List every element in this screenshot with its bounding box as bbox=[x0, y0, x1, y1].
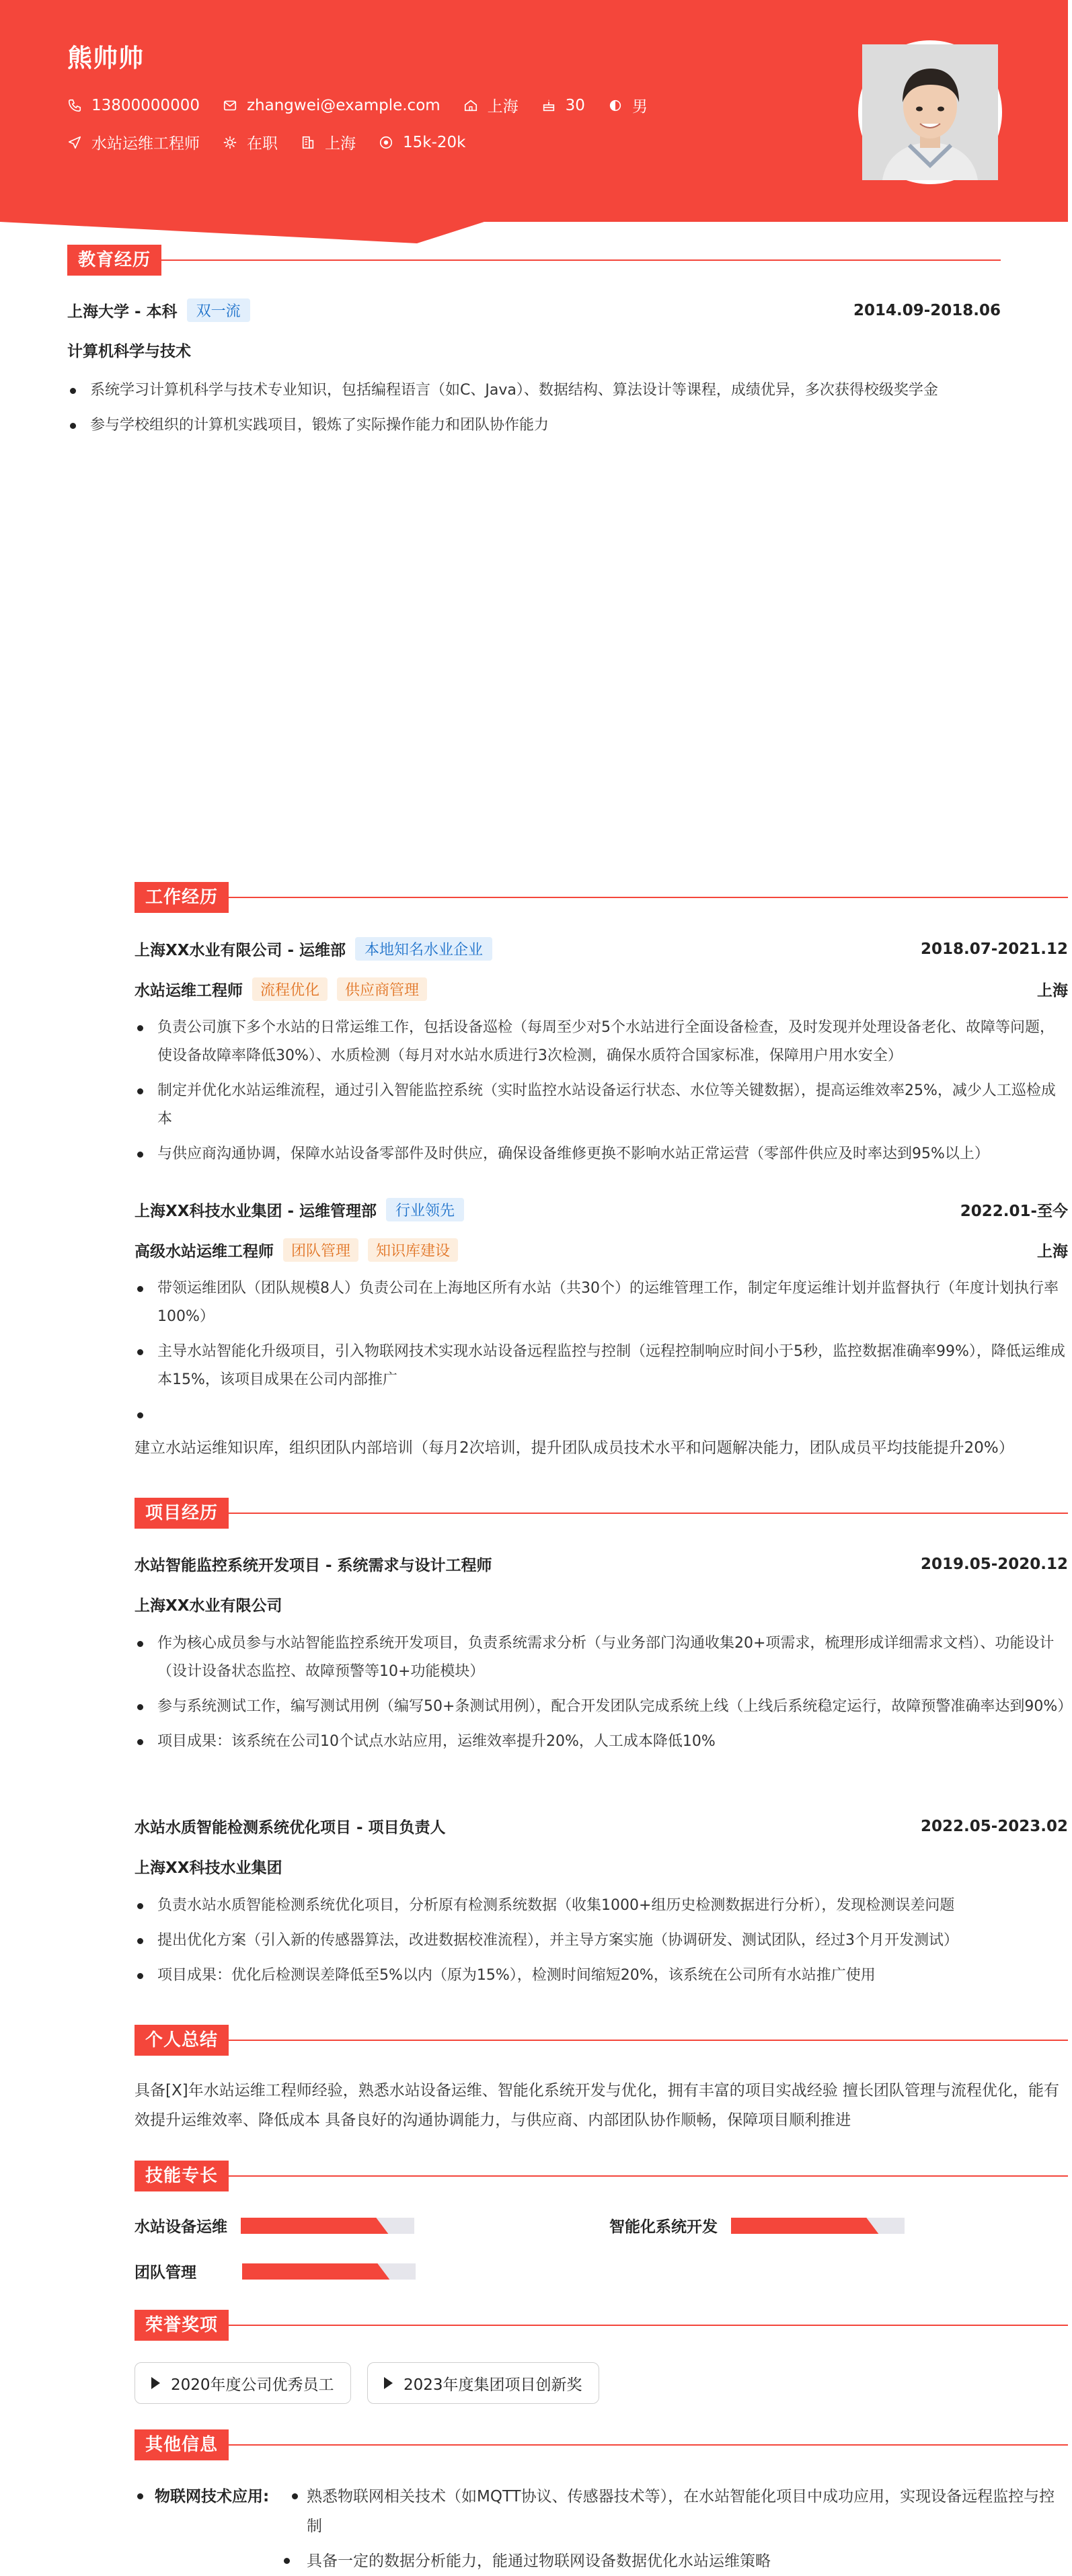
contact-row bbox=[67, 94, 671, 116]
age-text: 30 bbox=[565, 96, 585, 114]
skills-title: 技能专长 bbox=[135, 2161, 229, 2191]
gender-text: 男 bbox=[631, 98, 648, 116]
honors-section-title bbox=[135, 2310, 1068, 2341]
work-title: 工作经历 bbox=[135, 882, 229, 913]
projects-title: 项目经历 bbox=[135, 1498, 229, 1529]
avatar bbox=[858, 40, 1002, 184]
skill-level-fill bbox=[241, 2218, 388, 2234]
job-date: 2018.07-2021.12 bbox=[920, 940, 1068, 958]
skill-level-fill bbox=[731, 2218, 878, 2234]
list-item: 参与学校组织的计算机实践项目，锻炼了实际操作能力和团队协作能力 bbox=[67, 411, 1001, 440]
play-icon bbox=[151, 2377, 160, 2389]
company-name: 上海XX科技水业集团 - 运维管理部 bbox=[135, 1203, 377, 1220]
job-header-row bbox=[135, 937, 1068, 961]
email-text: zhangwei@example.com bbox=[246, 96, 441, 114]
skill-level-bar bbox=[241, 2218, 414, 2234]
job-bullets bbox=[135, 1014, 1068, 1175]
project-bullets bbox=[135, 1892, 1068, 1997]
skill-item bbox=[609, 2214, 905, 2237]
list-item: 作为核心成员参与水站智能监控系统开发项目，负责系统需求分析（与业务部门沟通收集20+项需求，梳理形成详细需求文档）、功能设计（设计设备状态监控、故障预警等10+功能模块） bbox=[135, 1629, 1068, 1686]
job-role-row bbox=[135, 977, 1068, 1001]
role-tag: 团队管理 bbox=[283, 1238, 358, 1262]
projects-section-title bbox=[135, 1498, 1068, 1529]
status-icon bbox=[223, 135, 237, 150]
role-tag: 供应商管理 bbox=[337, 977, 427, 1001]
project-date: 2019.05-2020.12 bbox=[920, 1555, 1068, 1573]
cake-icon bbox=[541, 98, 556, 113]
status-text: 在职 bbox=[247, 135, 278, 153]
status-info bbox=[223, 131, 278, 153]
school-name: 上海大学 - 本科 bbox=[67, 303, 178, 321]
honor-chip bbox=[135, 2362, 351, 2404]
list-item: 带领运维团队（团队规模8人）负责公司在上海地区所有水站（共30个）的运维管理工作，制定年度运维计划并监督执行（年度计划执行率100%） bbox=[135, 1275, 1068, 1331]
salary-info bbox=[379, 134, 465, 151]
education-section-title bbox=[67, 245, 1001, 276]
project-date: 2022.05-2023.02 bbox=[920, 1817, 1068, 1835]
role-tag: 流程优化 bbox=[252, 977, 328, 1001]
resume-header bbox=[0, 0, 1068, 242]
section-divider bbox=[229, 897, 1068, 898]
company-badge: 行业领先 bbox=[386, 1198, 464, 1221]
job-location: 上海 bbox=[1037, 982, 1068, 1000]
project-org-row bbox=[135, 1855, 1068, 1878]
education-date: 2014.09-2018.06 bbox=[853, 301, 1001, 319]
skill-name: 智能化系统开发 bbox=[609, 2218, 718, 2236]
project-org: 上海XX科技水业集团 bbox=[135, 1859, 282, 1877]
job-role: 水站运维工程师 bbox=[135, 982, 243, 1000]
project-header-row bbox=[135, 1815, 1068, 1837]
skill-level-fill bbox=[242, 2263, 389, 2280]
project-name: 水站智能监控系统开发项目 - 系统需求与设计工程师 bbox=[135, 1557, 492, 1574]
role-tag: 知识库建设 bbox=[368, 1238, 458, 1262]
job-role: 高级水站运维工程师 bbox=[135, 1243, 274, 1260]
list-item: 项目成果：该系统在公司10个试点水站应用，运维效率提升20%，人工成本降低10% bbox=[135, 1728, 1068, 1756]
job-header-row bbox=[135, 1198, 1068, 1221]
list-item: 制定并优化水站运维流程，通过引入智能监控系统（实时监控水站设备运行状态、水位等关键数据），提高运维效率25%，减少人工巡检成本 bbox=[135, 1077, 1068, 1133]
list-item: 系统学习计算机科学与技术专业知识，包括编程语言（如C、Java）、数据结构、算法设计等课程，成绩优异，多次获得校级奖学金 bbox=[67, 376, 1001, 405]
work-section-title bbox=[135, 882, 1068, 913]
other-text: 熟悉物联网相关技术（如MQTT协议、传感器技术等），在水站智能化项目中成功应用，实现设备远程监控与控制 bbox=[307, 2488, 1055, 2535]
skills-section-title bbox=[135, 2161, 1068, 2191]
other-label: 物联网技术应用: bbox=[155, 2488, 270, 2505]
bullet-dot bbox=[137, 2493, 143, 2499]
list-item: 与供应商沟通协调，保障水站设备零部件及时供应，确保设备维修更换不影响水站正常运营（零部件供应及时率达到95%以上） bbox=[135, 1140, 1068, 1168]
bullet-dot bbox=[292, 2493, 298, 2499]
job-bullet-continuation: 建立水站运维知识库，组织团队内部培训（每月2次培训，提升团队成员技术水平和问题解决能力，团队成员平均技能提升20%） bbox=[135, 1439, 1014, 1457]
other-title: 其他信息 bbox=[135, 2429, 229, 2460]
work-city-text: 上海 bbox=[325, 135, 356, 153]
position-info bbox=[67, 131, 200, 153]
list-item: 提出优化方案（引入新的传感器算法，改进数据校准流程），并主导方案实施（协调研发、测试团队，经过3个月开发测试） bbox=[135, 1927, 1068, 1955]
education-header-row bbox=[67, 298, 1001, 322]
honors-title: 荣誉奖项 bbox=[135, 2310, 229, 2341]
list-item: 参与系统测试工作，编写测试用例（编写50+条测试用例），配合开发团队完成系统上线（上线后系统稳定运行，故障预警准确率达到90%） bbox=[135, 1693, 1068, 1721]
mail-icon bbox=[223, 98, 237, 113]
section-divider bbox=[229, 2325, 1068, 2326]
phone-info bbox=[67, 97, 200, 114]
honor-label: 2023年度集团项目创新奖 bbox=[404, 2376, 582, 2394]
job-date: 2022.01-至今 bbox=[960, 1203, 1068, 1220]
portrait-icon bbox=[862, 44, 998, 180]
job-intent-row bbox=[67, 131, 488, 153]
honor-chip bbox=[367, 2362, 599, 2404]
project-name: 水站水质智能检测系统优化项目 - 项目负责人 bbox=[135, 1819, 446, 1837]
position-text: 水站运维工程师 bbox=[91, 135, 200, 153]
project-org-row bbox=[135, 1593, 1068, 1615]
gender-info bbox=[608, 94, 648, 116]
skill-item bbox=[135, 2214, 414, 2237]
other-section-title bbox=[135, 2429, 1068, 2460]
skill-item bbox=[135, 2260, 416, 2282]
project-header-row bbox=[135, 1553, 1068, 1575]
company-badge: 本地知名水业企业 bbox=[355, 937, 492, 961]
list-item bbox=[135, 1401, 1068, 1429]
phone-icon bbox=[67, 98, 82, 113]
skill-level-bar bbox=[242, 2263, 416, 2280]
job-location: 上海 bbox=[1037, 1243, 1068, 1260]
section-divider bbox=[161, 259, 1001, 261]
skill-level-bar bbox=[731, 2218, 905, 2234]
job-role-row bbox=[135, 1238, 1068, 1262]
bullet-dot bbox=[284, 2558, 290, 2564]
list-item: 负责公司旗下多个水站的日常运维工作，包括设备巡检（每周至少对5个水站进行全面设备检查，及时发现并处理设备老化、故障等问题，使设备故障率降低30%）、水质检测（每月对水站水质进行3次检测，确保水质符合国家标准，保障用户用水安全） bbox=[135, 1014, 1068, 1070]
section-divider bbox=[229, 2444, 1068, 2446]
list-item: 主导水站智能化升级项目，引入物联网技术实现水站设备远程监控与控制（远程控制响应时间小于5秒，监控数据准确率99%），降低运维成本15%，该项目成果在公司内部推广 bbox=[135, 1338, 1068, 1394]
education-title: 教育经历 bbox=[67, 245, 161, 276]
work-city-info bbox=[301, 131, 356, 153]
summary-text: 具备[X]年水站运维工程师经验，熟悉水站设备运维、智能化系统开发与优化，拥有丰富的项目实战经验 擅长团队管理与流程优化，能有效提升运维效率、降低成本 具备良好的沟通协调能力，与供应商、内部团队协作顺畅，保障项目顺利推进 bbox=[135, 2082, 1060, 2129]
summary-section-title bbox=[135, 2025, 1068, 2056]
project-org: 上海XX水业有限公司 bbox=[135, 1597, 282, 1615]
gender-icon bbox=[608, 98, 623, 113]
phone-text: 13800000000 bbox=[91, 96, 200, 114]
job-bullets bbox=[135, 1275, 1068, 1436]
section-divider bbox=[229, 1513, 1068, 1514]
home-icon bbox=[463, 98, 478, 113]
email-info bbox=[223, 97, 441, 114]
major-row bbox=[67, 339, 1001, 361]
send-icon bbox=[67, 135, 82, 150]
salary-icon bbox=[379, 135, 393, 150]
age-info bbox=[541, 97, 585, 114]
skill-name: 团队管理 bbox=[135, 2264, 196, 2282]
play-icon bbox=[384, 2377, 393, 2389]
skill-name: 水站设备运维 bbox=[135, 2218, 227, 2236]
honor-label: 2020年度公司优秀员工 bbox=[171, 2376, 334, 2394]
summary-title: 个人总结 bbox=[135, 2025, 229, 2056]
project-bullets bbox=[135, 1629, 1072, 1763]
school-badge: 双一流 bbox=[187, 298, 250, 322]
candidate-name: 熊帅帅 bbox=[67, 44, 144, 73]
major-name: 计算机科学与技术 bbox=[67, 343, 191, 360]
section-divider bbox=[229, 2040, 1068, 2041]
avatar-photo bbox=[862, 44, 998, 180]
list-item: 负责水站水质智能检测系统优化项目，分析原有检测系统数据（收集1000+组历史检测数据进行分析），发现检测误差问题 bbox=[135, 1892, 1068, 1920]
list-item: 项目成果：优化后检测误差降低至5%以内（原为15%），检测时间缩短20%，该系统在公司所有水站推广使用 bbox=[135, 1962, 1068, 1990]
building-icon bbox=[301, 135, 315, 150]
company-name: 上海XX水业有限公司 - 运维部 bbox=[135, 942, 346, 959]
section-divider bbox=[229, 2175, 1068, 2177]
city-info bbox=[463, 94, 519, 116]
city-text: 上海 bbox=[487, 98, 519, 116]
salary-text: 15k-20k bbox=[403, 133, 466, 151]
education-bullets bbox=[67, 376, 1072, 2570]
other-text: 具备一定的数据分析能力，能通过物联网设备数据优化水站运维策略 bbox=[307, 2552, 771, 2570]
